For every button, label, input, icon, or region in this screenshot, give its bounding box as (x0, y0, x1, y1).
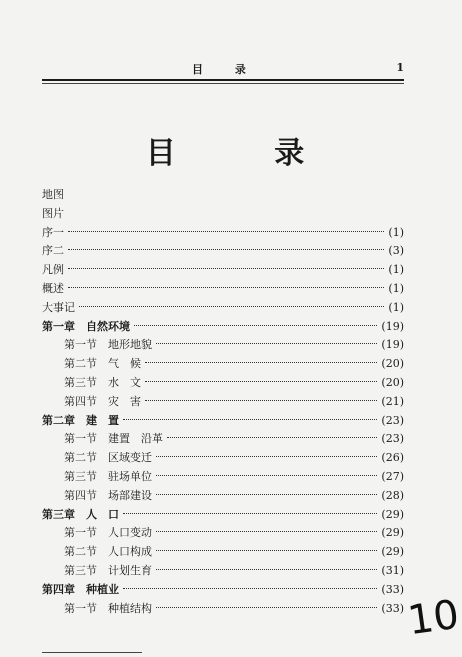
toc-label: 大事记 (42, 300, 75, 314)
toc-label: 序二 (42, 244, 64, 258)
toc-page-number: (23) (381, 413, 404, 427)
toc-page-number: (3) (388, 244, 404, 258)
dot-leader (68, 287, 384, 288)
dot-leader (167, 437, 377, 438)
toc-page-number: (1) (388, 225, 404, 239)
dot-leader (156, 475, 377, 476)
toc-label: 第一节 建置 沿革 (64, 432, 163, 446)
toc-page-number: (33) (381, 582, 404, 596)
toc-label: 第一章 自然环境 (42, 319, 130, 333)
toc-label: 凡例 (42, 263, 64, 277)
toc-section (42, 355, 404, 374)
table-of-contents (42, 186, 404, 618)
toc-label: 第二节 人口构成 (64, 545, 152, 559)
toc-label: 第四节 场部建设 (64, 488, 152, 502)
dot-leader (156, 343, 377, 344)
toc-label: 第三章 人 口 (42, 507, 119, 521)
toc-label: 第二章 建 置 (42, 413, 119, 427)
toc-page-number: (29) (381, 545, 404, 559)
page-number: 1 (396, 61, 404, 74)
toc-label: 第二节 区域变迁 (64, 451, 152, 465)
toc-section (42, 374, 404, 393)
toc-label: 序一 (42, 225, 64, 239)
toc-section (42, 562, 404, 581)
toc-label: 第三节 驻场单位 (64, 469, 152, 483)
dot-leader (156, 607, 377, 608)
toc-page-number: (21) (381, 394, 404, 408)
toc-page-number: (26) (381, 451, 404, 465)
toc-chapter (42, 412, 404, 431)
toc-label: 第二节 气 候 (64, 357, 141, 371)
toc-label: 第三节 计划生育 (64, 563, 152, 577)
toc-label: 地图 (42, 188, 64, 201)
toc-entry (42, 299, 404, 318)
toc-entry (42, 261, 404, 280)
dot-leader (134, 325, 377, 326)
toc-section (42, 487, 404, 506)
toc-entry (42, 224, 404, 243)
toc-page-number: (27) (381, 469, 404, 483)
dot-leader (145, 400, 377, 401)
dot-leader (68, 268, 384, 269)
toc-section (42, 524, 404, 543)
toc-page-number: (29) (381, 526, 404, 540)
header-rule-thick (42, 79, 404, 81)
toc-label: 第四节 灾 害 (64, 394, 141, 408)
toc-page-number: (20) (381, 375, 404, 389)
toc-entry (42, 242, 404, 261)
toc-section (42, 336, 404, 355)
toc-section (42, 468, 404, 487)
toc-page-number: (23) (381, 432, 404, 446)
bottom-rule (42, 652, 142, 653)
toc-entry (42, 205, 404, 224)
header-rule-thin (42, 83, 404, 84)
dot-leader (156, 569, 377, 570)
toc-label: 第三节 水 文 (64, 375, 141, 389)
toc-label: 第四章 种植业 (42, 582, 119, 596)
toc-entry (42, 186, 404, 205)
toc-page-number: (20) (381, 357, 404, 371)
dot-leader (145, 381, 377, 382)
toc-label: 第一节 地形地貌 (64, 338, 152, 352)
toc-section (42, 543, 404, 562)
toc-page-number: (19) (381, 319, 404, 333)
dot-leader (123, 588, 377, 589)
dot-leader (68, 249, 384, 250)
toc-section (42, 393, 404, 412)
dot-leader (123, 419, 377, 420)
toc-section (42, 430, 404, 449)
toc-label: 概述 (42, 281, 64, 295)
toc-entry (42, 280, 404, 299)
running-head-title: 目 录 (192, 63, 260, 76)
toc-page-number: (1) (388, 281, 404, 295)
toc-page-number: (1) (388, 263, 404, 277)
page-title: 目 录 (145, 136, 349, 171)
toc-label: 第一节 种植结构 (64, 601, 152, 615)
dot-leader (79, 306, 384, 307)
toc-section (42, 449, 404, 468)
dot-leader (145, 362, 377, 363)
toc-page-number: (28) (381, 488, 404, 502)
dot-leader (156, 456, 377, 457)
dot-leader (156, 494, 377, 495)
dot-leader (156, 550, 377, 551)
toc-page-number: (19) (381, 338, 404, 352)
toc-label: 图片 (42, 206, 64, 220)
toc-page-number: (33) (381, 601, 404, 615)
toc-chapter (42, 506, 404, 525)
toc-chapter (42, 581, 404, 600)
dot-leader (68, 231, 384, 232)
toc-section (42, 600, 404, 619)
dot-leader (156, 531, 377, 532)
toc-page-number: (1) (388, 300, 404, 314)
toc-page-number: (31) (381, 563, 404, 577)
dot-leader (123, 513, 377, 514)
toc-label: 第一节 人口变动 (64, 526, 152, 540)
toc-chapter (42, 318, 404, 337)
running-head (42, 61, 404, 77)
toc-page-number: (29) (381, 507, 404, 521)
handwritten-annotation: 10 (405, 591, 462, 645)
